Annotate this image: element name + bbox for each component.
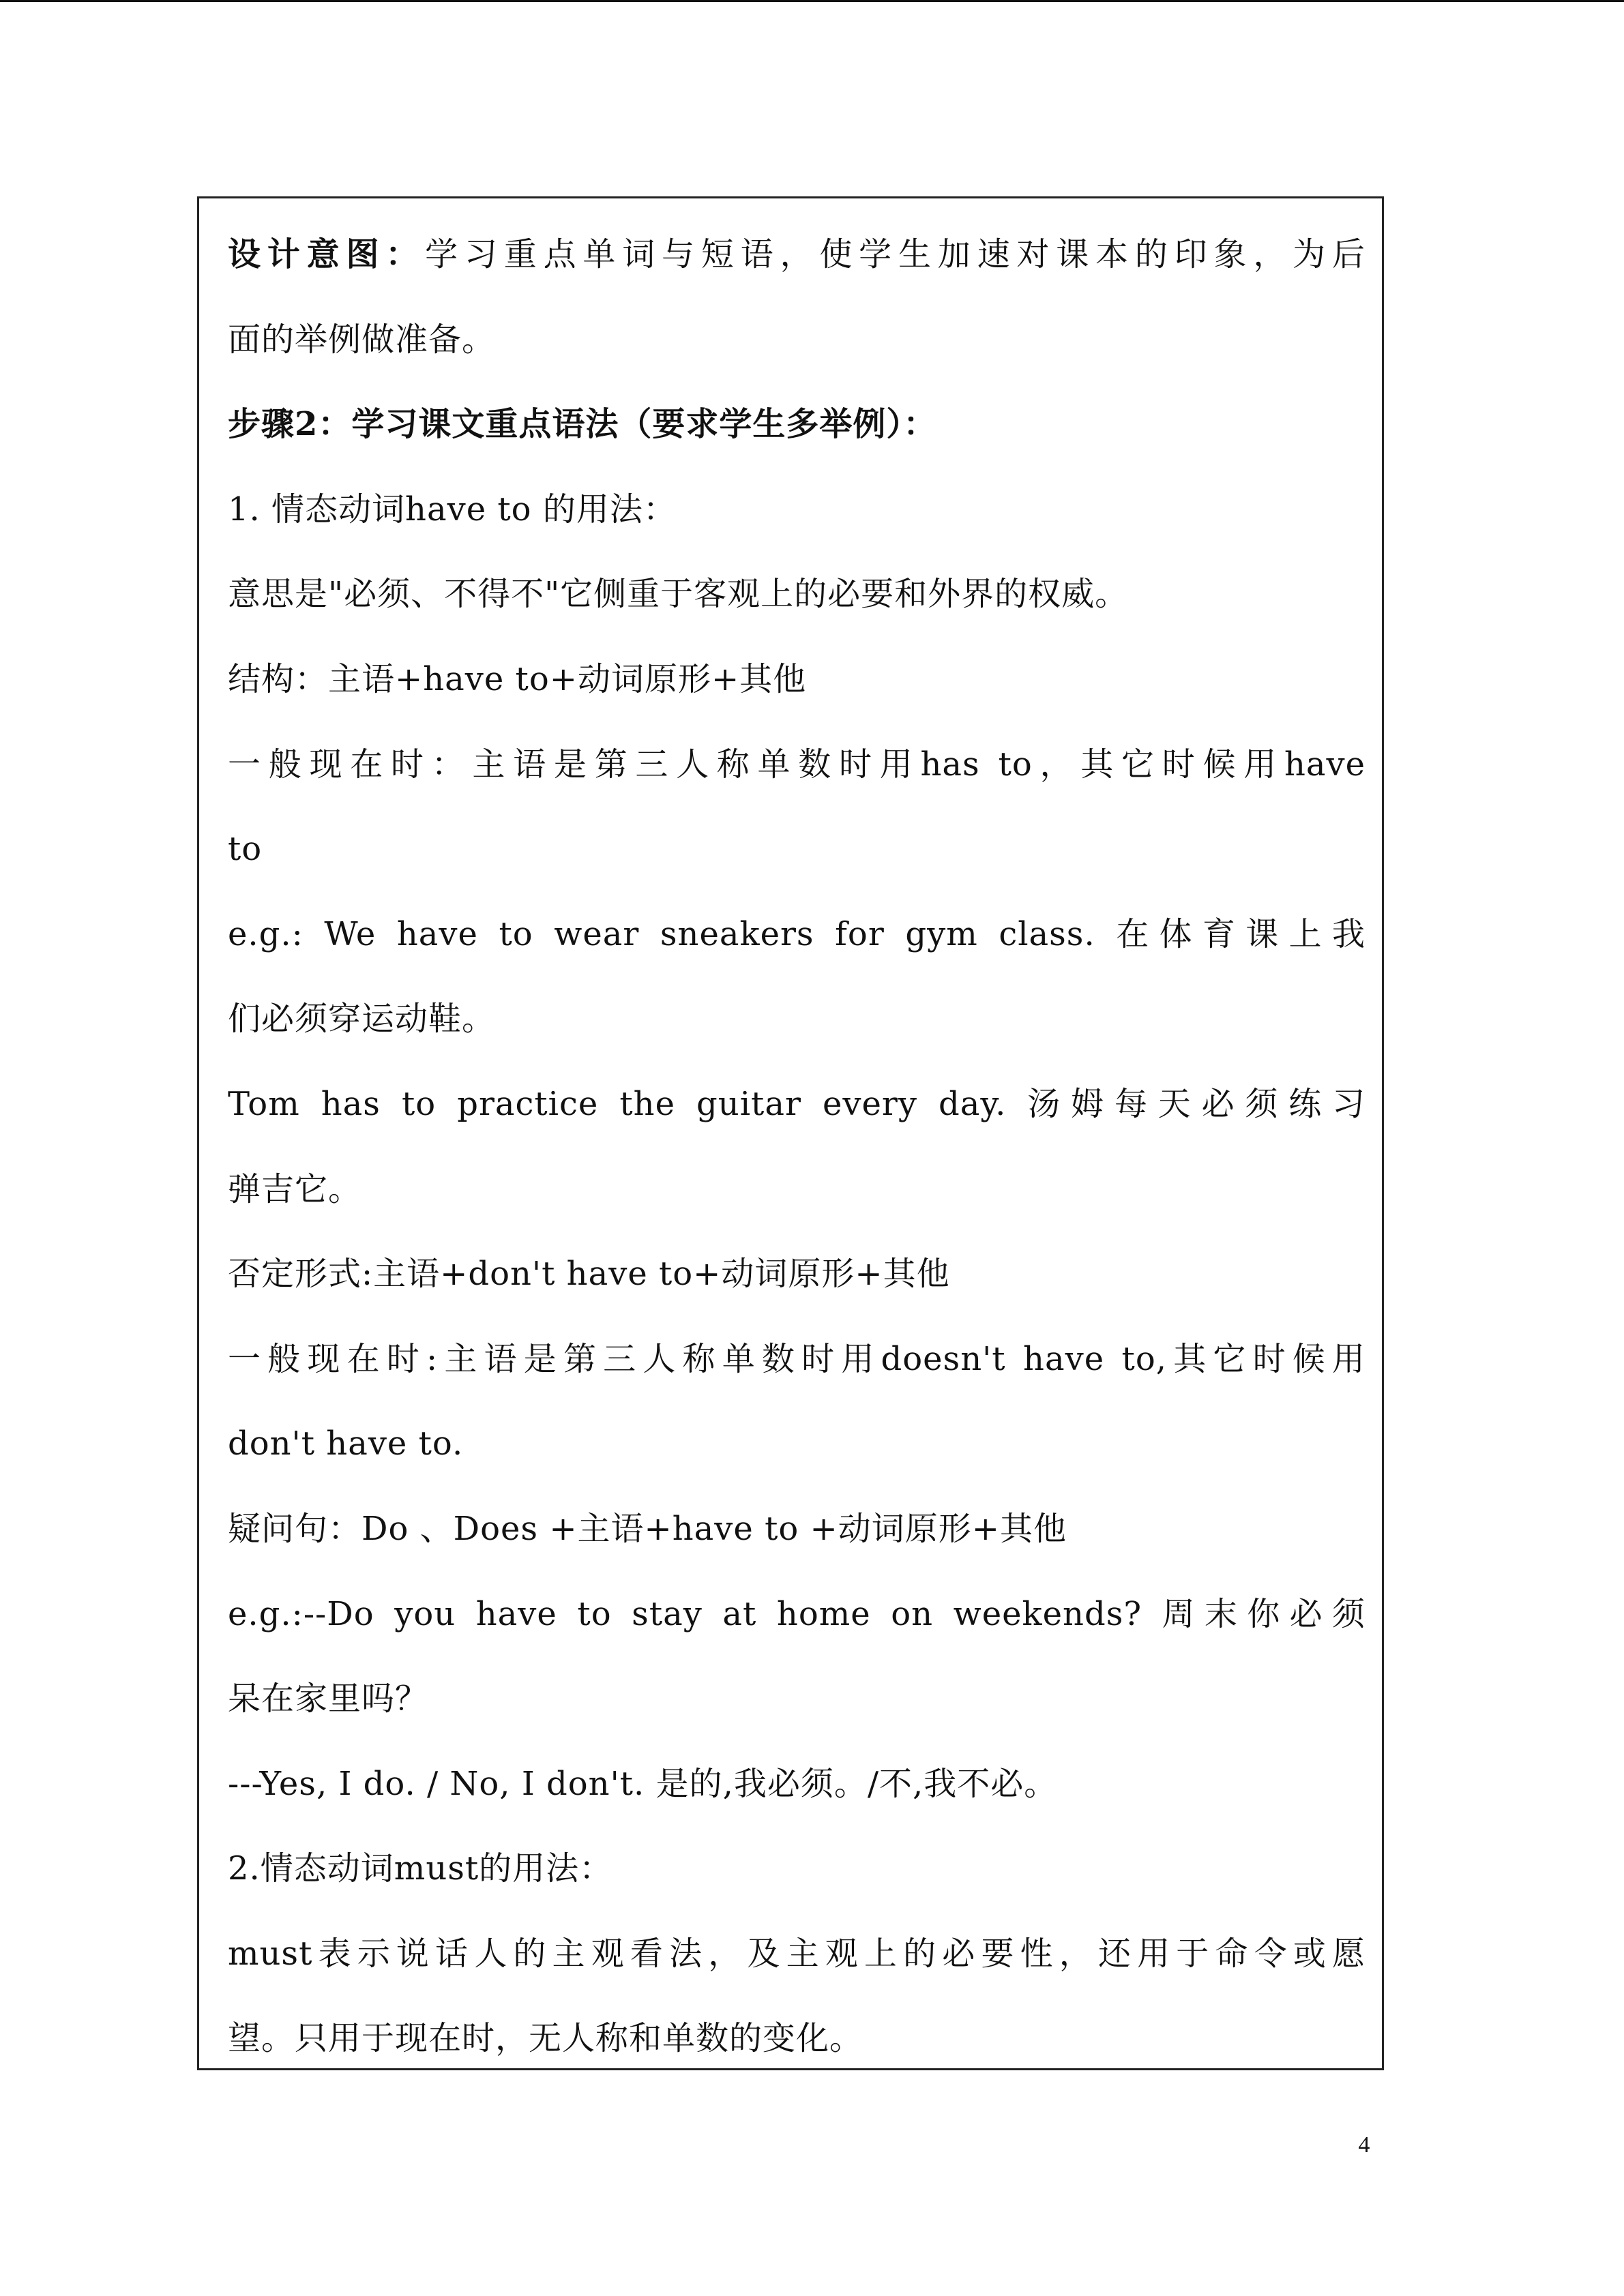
example-sneakers-line-2: 们必须穿运动鞋。	[228, 1000, 496, 1039]
example-weekends-line-2: 呆在家里吗？	[228, 1680, 429, 1718]
example-guitar-line-2: 弹吉它。	[228, 1169, 362, 1208]
have-to-usage-heading: 1. 情态动词have to 的用法：	[228, 490, 677, 528]
must-description-line-2: 望。只用于现在时，无人称和单数的变化。	[228, 2019, 863, 2058]
present-tense-rule-line-1: 一般现在时：主语是第三人称单数时用has to，其它时候用have	[228, 745, 1365, 784]
step-2-heading	[228, 382, 1365, 467]
page-top-border	[0, 0, 1624, 2]
example-answer: ---Yes, I do. / No, I don't. 是的,我必须。/不,我不必。	[228, 1764, 1058, 1803]
have-to-structure: 结构：主语+have to+动词原形+其他	[228, 659, 807, 698]
design-intent-line-2: 面的举例做准备。	[228, 320, 496, 359]
design-intent-text: 学习重点单词与短语，使学生加速对课本的印象，为后	[425, 235, 1365, 273]
design-intent-label: 设计意图：	[228, 235, 426, 273]
negative-form: 否定形式:主语+don't have to+动词原形+其他	[228, 1255, 950, 1294]
example-guitar-line-1: Tom has to practice the guitar every day. 汤姆每天必须练习	[228, 1084, 1365, 1123]
must-description-line-1: must表示说话人的主观看法，及主观上的必要性，还用于命令或愿	[228, 1934, 1365, 1973]
step-2-label: 步骤2：学习课文重点语法（要求学生多举例）：	[228, 405, 937, 444]
must-usage-heading: 2.情态动词must的用法：	[228, 1849, 613, 1888]
negative-rule-line-2: don't have to.	[228, 1425, 464, 1463]
present-tense-rule-line-2: to	[228, 830, 263, 869]
have-to-meaning: 意思是"必须、不得不"它侧重于客观上的必要和外界的权威。	[228, 575, 1129, 614]
page-number: 4	[1358, 2132, 1370, 2158]
lesson-plan-box	[197, 196, 1384, 2070]
question-form: 疑问句：Do 、Does +主语+have to +动词原形+其他	[228, 1509, 1067, 1548]
example-weekends-line-1: e.g.:--Do you have to stay at home on weekends? 周末你必须	[228, 1594, 1365, 1633]
example-sneakers-line-1: e.g.: We have to wear sneakers for gym class. 在体育课上我	[228, 914, 1365, 953]
design-intent-line-1	[228, 212, 1365, 297]
negative-rule-line-1: 一般现在时:主语是第三人称单数时用doesn't have to,其它时候用	[228, 1339, 1365, 1378]
